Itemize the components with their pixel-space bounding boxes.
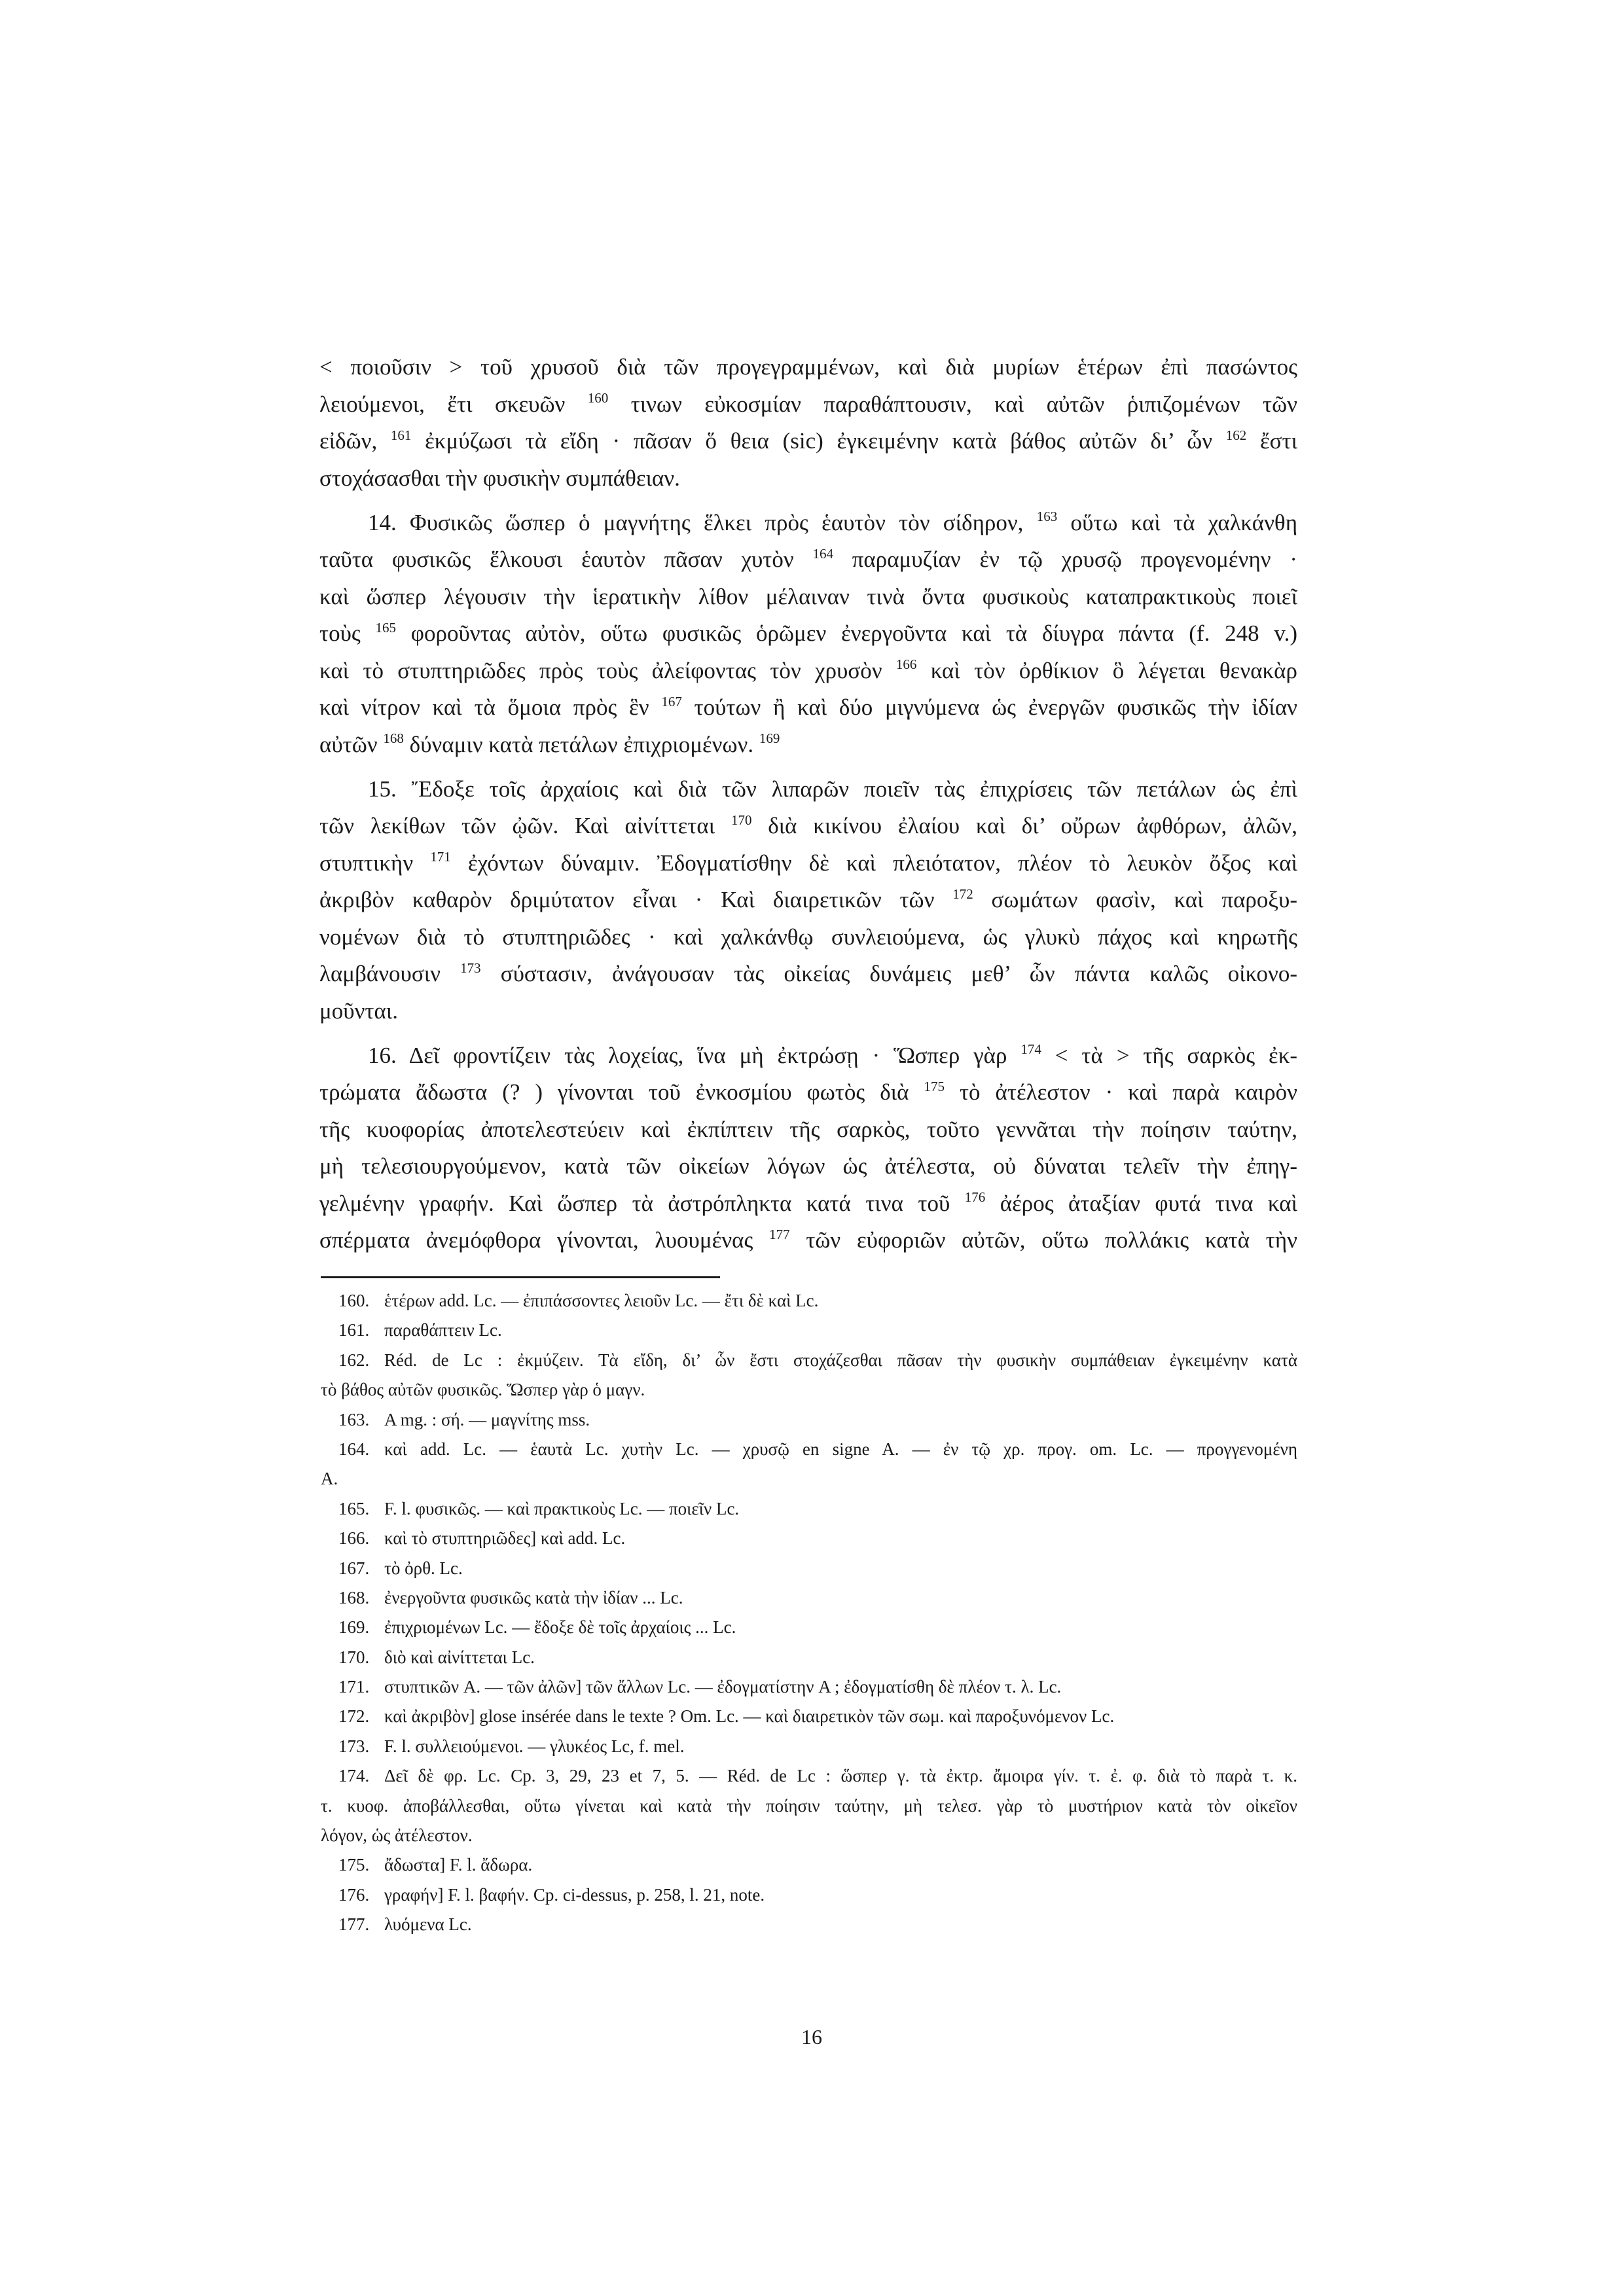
footnote-ref: 163: [1036, 509, 1058, 525]
main-text: [319, 349, 1297, 1259]
text-line: [319, 882, 1297, 919]
text-segment: < τὰ > τῆς σαρκὸς ἐκ-: [1041, 1042, 1297, 1068]
footnote: [321, 1346, 1297, 1405]
text-segment: 15. Ἔδοξε τοῖς ἀρχαίοις καὶ διὰ τῶν λιπαρῶν ποιεῖν τὰς ἐπιχρίσεις τῶν πετάλων ὡς ἐπὶ: [368, 776, 1297, 802]
footnote-line: [321, 1850, 1297, 1880]
footnote-line: [321, 1761, 1297, 1791]
footnote-text: στυπτικῶν A. — τῶν ἀλῶν] τῶν ἄλλων Lc. — ἐδογματίστην A ; ἐδογματίσθη δὲ πλέον τ. λ. Lc.: [384, 1677, 1062, 1697]
footnote: [321, 1435, 1297, 1494]
footnote-number: 174.: [338, 1766, 370, 1786]
footnote-line: [321, 1464, 1297, 1494]
footnote-ref: 169: [759, 730, 780, 747]
footnote-line: [321, 1405, 1297, 1435]
footnote-ref: 165: [375, 619, 397, 636]
text-segment: τῶν λεκίθων τῶν ᾠῶν. Καὶ αἰνίττεται: [319, 813, 731, 838]
text-segment: στυπτικὴν: [319, 850, 431, 876]
footnote-number: 165.: [338, 1498, 370, 1518]
text-segment: καὶ ὥσπερ λέγουσιν τὴν ἱερατικὴν λίθον μέλαιναν τινὰ ὄντα φυσικοὺς καταπρακτικοὺς ποιεῖ: [319, 583, 1297, 609]
paragraph: [319, 771, 1297, 1030]
footnote-ref: 170: [731, 812, 752, 828]
footnote-text: διὸ καὶ αἰνίττεται Lc.: [384, 1647, 535, 1667]
text-segment: νομένων διὰ τὸ στυπτηριῶδες · καὶ χαλκάνθῳ συνλειούμενα, ὡς γλυκὺ πάχος καὶ κηρωτῆς: [319, 924, 1297, 950]
footnote-number: 175.: [338, 1855, 370, 1875]
footnote-number: 167.: [338, 1558, 370, 1578]
text-segment: γελμένην γραφήν. Καὶ ὥσπερ τὰ ἀστρόπληκτα κατά τινα τοῦ: [319, 1190, 965, 1216]
footnote-text: λόγον, ὡς ἀτέλεστον.: [321, 1825, 473, 1846]
footnote-line: [321, 1732, 1297, 1761]
footnote-text: παραθάπτειν Lc.: [384, 1320, 502, 1340]
paragraph: [319, 1037, 1297, 1259]
footnote-text: τὸ ὀρθ. Lc.: [384, 1558, 463, 1578]
footnote-text: A mg. : σή. — μαγνίτης mss.: [384, 1409, 590, 1429]
footnote-ref: 176: [964, 1189, 986, 1206]
footnote-ref: 166: [895, 656, 917, 673]
footnote-ref: 174: [1020, 1041, 1041, 1058]
footnote-text: ἐπιχριομένων Lc. — ἔδοξε δὲ τοῖς ἀρχαίοις ... Lc.: [384, 1617, 736, 1638]
footnote-number: 161.: [338, 1320, 370, 1340]
footnotes: [321, 1286, 1297, 1940]
text-segment: αὐτῶν: [319, 731, 384, 757]
footnote-text: Réd. de Lc : ἐκμύζειν. Τὰ εἴδη, δι’ ὧν ἔστι στοχάζεσθαι πᾶσαν τὴν φυσικὴν συμπάθειαν ἐγκειμένην κατὰ: [384, 1350, 1297, 1370]
footnote-line: [321, 1494, 1297, 1524]
text-segment: εἰδῶν,: [319, 428, 391, 454]
footnote-line: [321, 1346, 1297, 1375]
text-line: [319, 771, 1297, 808]
page-number: 16: [801, 2025, 822, 2049]
paragraph: [319, 349, 1297, 497]
footnote-ref: 160: [587, 390, 609, 406]
text-line: [319, 919, 1297, 956]
footnote-text: καὶ τὸ στυπτηριῶδες] καὶ add. Lc.: [384, 1528, 626, 1549]
text-segment: ἀέρος ἀταξίαν φυτά τινα καὶ: [985, 1190, 1297, 1216]
text-line: [319, 956, 1297, 993]
footnote: [321, 1583, 1297, 1613]
footnote-text: τ. κυοφ. ἀποβάλλεσθαι, οὕτω γίνεται καὶ κατὰ τὴν ποίησιν ταύτην, μὴ τελεσ. γὰρ τὸ μυστήριον κατὰ τὸν οἰκεῖον: [321, 1795, 1297, 1816]
footnote-line: [321, 1613, 1297, 1642]
footnote-number: 171.: [338, 1677, 370, 1697]
footnote-number: 160.: [338, 1291, 370, 1310]
footnote: [321, 1316, 1297, 1345]
footnote-text: ἑτέρων add. Lc. — ἐπιπάσσοντες λειοῦν Lc. — ἔτι δὲ καὶ Lc.: [384, 1291, 819, 1310]
text-segment: τινων εὐκοσμίαν παραθάπτουσιν, καὶ αὐτῶν ῥιπιζομένων τῶν: [608, 391, 1297, 417]
footnote-text: λυόμενα Lc.: [384, 1914, 472, 1935]
text-segment: καὶ τὸν ὀρθίκιον ὃ λέγεται θενακὰρ: [916, 657, 1297, 683]
text-segment: στοχάσασθαι τὴν φυσικὴν συμπάθειαν.: [319, 465, 680, 491]
footnote: [321, 1850, 1297, 1880]
text-line: [319, 1111, 1297, 1149]
footnote: [321, 1524, 1297, 1553]
footnote: [321, 1405, 1297, 1435]
footnote-text: Δεῖ δὲ φρ. Lc. Cp. 3, 29, 23 et 7, 5. — Réd. de Lc : ὥσπερ γ. τὰ ἐκτρ. ἄμοιρα γίν. τ. ἐ. φ. διὰ τὸ παρὰ τ. κ.: [384, 1766, 1297, 1786]
footnote-line: [321, 1821, 1297, 1850]
text-segment: καὶ νίτρον καὶ τὰ ὅμοια πρὸς ἓν: [319, 694, 662, 720]
footnote: [321, 1761, 1297, 1850]
footnote: [321, 1732, 1297, 1761]
text-segment: μοῦνται.: [319, 997, 398, 1024]
footnote-number: 172.: [338, 1706, 370, 1727]
text-line: [319, 1148, 1297, 1185]
footnote-text: τὸ βάθος αὐτῶν φυσικῶς. Ὥσπερ γὰρ ὁ μαγν.: [321, 1380, 645, 1400]
text-segment: τῶν εὐφοριῶν αὐτῶν, οὕτω πολλάκις κατὰ τὴν: [789, 1227, 1297, 1253]
footnote: [321, 1880, 1297, 1910]
paragraph: [319, 505, 1297, 764]
footnote-number: 163.: [338, 1409, 370, 1429]
text-segment: τὸ ἀτέλεστον · καὶ παρὰ καιρὸν: [944, 1079, 1297, 1105]
footnote-number: 177.: [338, 1914, 370, 1935]
footnote-text: A.: [321, 1469, 338, 1489]
text-line: [319, 541, 1297, 579]
text-line: [319, 993, 1297, 1030]
footnote-line: [321, 1524, 1297, 1553]
text-segment: 16. Δεῖ φροντίζειν τὰς λοχείας, ἵνα μὴ ἐκτρώσῃ · Ὥσπερ γὰρ: [368, 1042, 1021, 1068]
text-segment: ἐχόντων δύναμιν. Ἐδογματίσθην δὲ καὶ πλειότατον, πλέον τὸ λευκὸν ὄξος καὶ: [450, 850, 1297, 876]
footnote-number: 162.: [338, 1350, 370, 1370]
footnote-line: [321, 1316, 1297, 1345]
text-line: [319, 615, 1297, 653]
text-line: [319, 505, 1297, 542]
text-segment: τῆς κυοφορίας ἀποτελεστεύειν καὶ ἐκπίπτειν τῆς σαρκὸς, τοῦτο γεννᾶται τὴν ποίησιν ταύτην,: [319, 1116, 1297, 1142]
text-segment: < ποιοῦσιν > τοῦ χρυσοῦ διὰ τῶν προγεγραμμένων, καὶ διὰ μυρίων ἑτέρων ἐπὶ πασώντος: [319, 354, 1297, 380]
footnote-number: 164.: [338, 1439, 370, 1459]
footnote: [321, 1286, 1297, 1316]
text-line: [319, 689, 1297, 726]
footnote: [321, 1613, 1297, 1642]
footnote-ref: 172: [952, 886, 973, 902]
footnote: [321, 1554, 1297, 1583]
footnote: [321, 1494, 1297, 1524]
text-segment: φοροῦντας αὐτὸν, οὕτω φυσικῶς ὁρῶμεν ἐνεργοῦντα καὶ τὰ δίυγρα πάντα (f. 248 v.): [396, 620, 1297, 646]
footnote-line: [321, 1435, 1297, 1464]
footnote-text: ἄδωστα] F. l. ἄδωρα.: [384, 1855, 533, 1875]
footnote: [321, 1910, 1297, 1939]
footnote-line: [321, 1286, 1297, 1316]
footnote-number: 176.: [338, 1884, 370, 1905]
text-line: [319, 1185, 1297, 1223]
footnote-number: 170.: [338, 1647, 370, 1667]
text-segment: λαμβάνουσιν: [319, 961, 461, 986]
footnote-text: καὶ ἀκριβὸν] glose insérée dans le texte ? Om. Lc. — καὶ διαιρετικὸν τῶν σωμ. καὶ παροξυνόμενον Lc.: [384, 1706, 1115, 1727]
footnote-line: [321, 1554, 1297, 1583]
footnote-ref: 162: [1225, 427, 1247, 443]
text-segment: λειούμενοι, ἔτι σκευῶν: [319, 391, 588, 417]
text-line: [319, 1037, 1297, 1075]
footnote-text: γραφήν] F. l. βαφήν. Cp. ci-dessus, p. 258, l. 21, note.: [384, 1884, 765, 1905]
text-line: [319, 845, 1297, 882]
footnote-line: [321, 1672, 1297, 1702]
text-segment: καὶ τὸ στυπτηριῶδες πρὸς τοὺς ἀλείφοντας τὸν χρυσὸν: [319, 657, 896, 683]
footnote-text: καὶ add. Lc. — ἑαυτὰ Lc. χυτὴν Lc. — χρυσῷ en signe A. — ἐν τῷ χρ. προγ. om. Lc. — προγγενομένη: [384, 1439, 1297, 1459]
text-line: [319, 726, 1297, 764]
text-segment: τρώματα ἄδωστα (? ) γίνονται τοῦ ἐνκοσμίου φωτὸς διὰ: [319, 1079, 924, 1105]
footnote-ref: 171: [430, 849, 451, 865]
text-line: [319, 423, 1297, 460]
text-segment: οὕτω καὶ τὰ χαλκάνθη: [1057, 509, 1297, 535]
text-segment: ταῦτα φυσικῶς ἕλκουσι ἑαυτὸν πᾶσαν χυτὸν: [319, 547, 813, 572]
footnote-ref: 164: [812, 545, 833, 562]
text-segment: τούτων ἢ καὶ δύο μιγνύμενα ὡς ἐνεργῶν φυσικῶς τὴν ἰδίαν: [681, 694, 1297, 720]
footnote-line: [321, 1375, 1297, 1405]
footnote-text: F. l. συλλειούμενοι. — γλυκέος Lc, f. mel.: [384, 1736, 685, 1756]
text-line: [319, 808, 1297, 845]
footnote-ref: 173: [460, 960, 481, 976]
footnote-ref: 177: [769, 1226, 790, 1242]
text-segment: σπέρματα ἀνεμόφθορα γίνονται, λυουμένας: [319, 1227, 770, 1253]
text-segment: ἐκμύζωσι τὰ εἴδη · πᾶσαν ὅ θεια (sic) ἐγκειμένην κατὰ βάθος αὐτῶν δι’ ὧν: [411, 428, 1226, 454]
text-segment: μὴ τελεσιουργούμενον, κατὰ τῶν οἰκείων λόγων ὡς ἀτέλεστα, οὐ δύναται τελεῖν τὴν ἐπηγ-: [319, 1153, 1297, 1179]
text-segment: δύναμιν κατὰ πετάλων ἐπιχριομένων.: [403, 731, 759, 757]
footnote-line: [321, 1910, 1297, 1939]
footnote: [321, 1672, 1297, 1702]
text-segment: τοὺς: [319, 620, 376, 646]
text-line: [319, 460, 1297, 497]
text-segment: 14. Φυσικῶς ὥσπερ ὁ μαγνήτης ἕλκει πρὸς ἑαυτὸν τὸν σίδηρον,: [368, 509, 1037, 535]
footnote-line: [321, 1880, 1297, 1910]
text-segment: διὰ κικίνου ἐλαίου καὶ δι’ οὔρων ἀφθόρων, ἀλῶν,: [751, 813, 1297, 838]
text-line: [319, 653, 1297, 690]
footnote-number: 168.: [338, 1587, 370, 1607]
text-segment: σύστασιν, ἀνάγουσαν τὰς οἰκείας δυνάμεις μεθ’ ὧν πάντα καλῶς οἰκονο-: [480, 961, 1297, 986]
footnote-ref: 175: [924, 1078, 945, 1094]
footnote: [321, 1702, 1297, 1731]
footnote-number: 173.: [338, 1736, 370, 1756]
footnote-ref: 168: [383, 730, 404, 747]
footnote-text: F. l. φυσικῶς. — καὶ πρακτικοὺς Lc. — ποιεῖν Lc.: [384, 1498, 740, 1518]
footnote-number: 169.: [338, 1617, 370, 1638]
footnote-separator: [321, 1276, 720, 1278]
footnote-ref: 161: [390, 427, 412, 443]
footnote: [321, 1643, 1297, 1672]
text-line: [319, 386, 1297, 423]
footnote-line: [321, 1643, 1297, 1672]
footnote-text: ἐνεργοῦντα φυσικῶς κατὰ τὴν ἰδίαν ... Lc.: [384, 1587, 683, 1607]
text-line: [319, 579, 1297, 616]
text-segment: παραμυζίαν ἐν τῷ χρυσῷ προγενομένην ·: [833, 547, 1297, 572]
text-segment: ἀκριβὸν καθαρὸν δριμύτατον εἶναι · Καὶ διαιρετικῶν τῶν: [319, 887, 953, 912]
text-segment: ἔστι: [1246, 428, 1297, 454]
text-line: [319, 1074, 1297, 1111]
footnote-line: [321, 1791, 1297, 1821]
text-line: [319, 349, 1297, 386]
text-line: [319, 1222, 1297, 1259]
footnote-ref: 167: [661, 693, 682, 709]
text-segment: σωμάτων φασὶν, καὶ παροξυ-: [973, 887, 1297, 912]
footnote-line: [321, 1583, 1297, 1613]
footnote-line: [321, 1702, 1297, 1731]
footnote-number: 166.: [338, 1528, 370, 1549]
